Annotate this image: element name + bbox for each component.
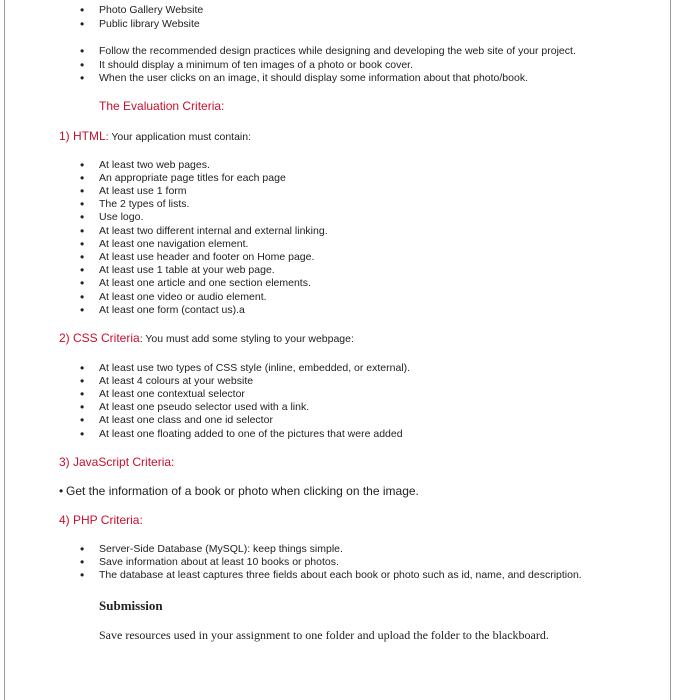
bullet: • <box>80 290 85 304</box>
list-item: The 2 types of lists. <box>99 198 190 210</box>
list-item: At least use 1 form <box>99 185 187 197</box>
html-criteria-heading <box>59 130 251 144</box>
submission-text: Save resources used in your assignment to one folder and upload the folder to the blackboard. <box>99 628 549 642</box>
css-criteria-desc: : You must add some styling to your webpage: <box>139 333 354 345</box>
list-item: It should display a minimum of ten images of a photo or book cover. <box>99 59 414 71</box>
bullet: • <box>80 250 85 264</box>
list-item: When the user clicks on an image, it should display some information about that photo/book. <box>99 72 528 84</box>
bullet: • <box>80 568 85 582</box>
bullet: • <box>80 555 85 569</box>
list-item: At least use 1 table at your web page. <box>99 264 275 276</box>
list-item: At least 4 colours at your website <box>99 375 254 387</box>
list-item: At least one form (contact us).a <box>99 304 245 316</box>
bullet: • <box>80 361 85 375</box>
bullet: • <box>80 263 85 277</box>
css-criteria-heading <box>59 332 354 346</box>
page-right-border <box>670 0 671 700</box>
bullet: • <box>80 171 85 185</box>
bullet: • <box>80 542 85 556</box>
js-criteria-item: Get the information of a book or photo when clicking on the image. <box>66 484 419 498</box>
list-item: Follow the recommended design practices while designing and developing the web site of your project. <box>99 45 576 57</box>
html-criteria-desc: : Your application must contain: <box>105 131 252 143</box>
html-criteria-label: 1) HTML <box>59 129 106 143</box>
php-criteria-label: 4) PHP Criteria: <box>59 513 143 527</box>
list-item: At least one floating added to one of the pictures that were added <box>99 428 403 440</box>
list-item: Save information about at least 10 books or photos. <box>99 556 339 568</box>
bullet: • <box>59 484 64 498</box>
bullet: • <box>80 237 85 251</box>
list-item: The database at least captures three fields about each book or photo such as id, name, and description. <box>99 569 582 581</box>
list-item: At least two web pages. <box>99 159 210 171</box>
list-item: Use logo. <box>99 211 144 223</box>
list-item: At least two different internal and external linking. <box>99 225 328 237</box>
css-criteria-label: 2) CSS Criteria <box>59 331 140 345</box>
bullet: • <box>80 58 85 72</box>
bullet: • <box>80 427 85 441</box>
list-item: Server-Side Database (MySQL): keep things simple. <box>99 543 343 555</box>
submission-title: Submission <box>99 598 163 613</box>
list-item: At least one video or audio element. <box>99 291 267 303</box>
bullet: • <box>80 44 85 58</box>
bullet: • <box>80 184 85 198</box>
bullet: • <box>80 17 85 31</box>
bullet: • <box>80 3 85 17</box>
list-item: An appropriate page titles for each page <box>99 172 286 184</box>
bullet: • <box>80 210 85 224</box>
list-item: At least one class and one id selector <box>99 414 273 426</box>
list-item: At least use header and footer on Home page. <box>99 251 315 263</box>
bullet: • <box>80 387 85 401</box>
bullet: • <box>80 374 85 388</box>
list-item: Public library Website <box>99 18 200 30</box>
list-item: At least one pseudo selector used with a link. <box>99 401 310 413</box>
bullet: • <box>80 303 85 317</box>
bullet: • <box>80 71 85 85</box>
bullet: • <box>80 197 85 211</box>
bullet: • <box>80 158 85 172</box>
bullet: • <box>80 413 85 427</box>
list-item: At least use two types of CSS style (inline, embedded, or external). <box>99 362 411 374</box>
bullet: • <box>80 400 85 414</box>
js-criteria-label: 3) JavaScript Criteria: <box>59 455 175 469</box>
evaluation-title: The Evaluation Criteria: <box>99 99 225 113</box>
bullet: • <box>80 224 85 238</box>
list-item: At least one article and one section elements. <box>99 277 311 289</box>
list-item: At least one navigation element. <box>99 238 249 250</box>
list-item: At least one contextual selector <box>99 388 245 400</box>
list-item: Photo Gallery Website <box>99 4 204 16</box>
bullet: • <box>80 276 85 290</box>
page-left-border <box>4 0 5 700</box>
